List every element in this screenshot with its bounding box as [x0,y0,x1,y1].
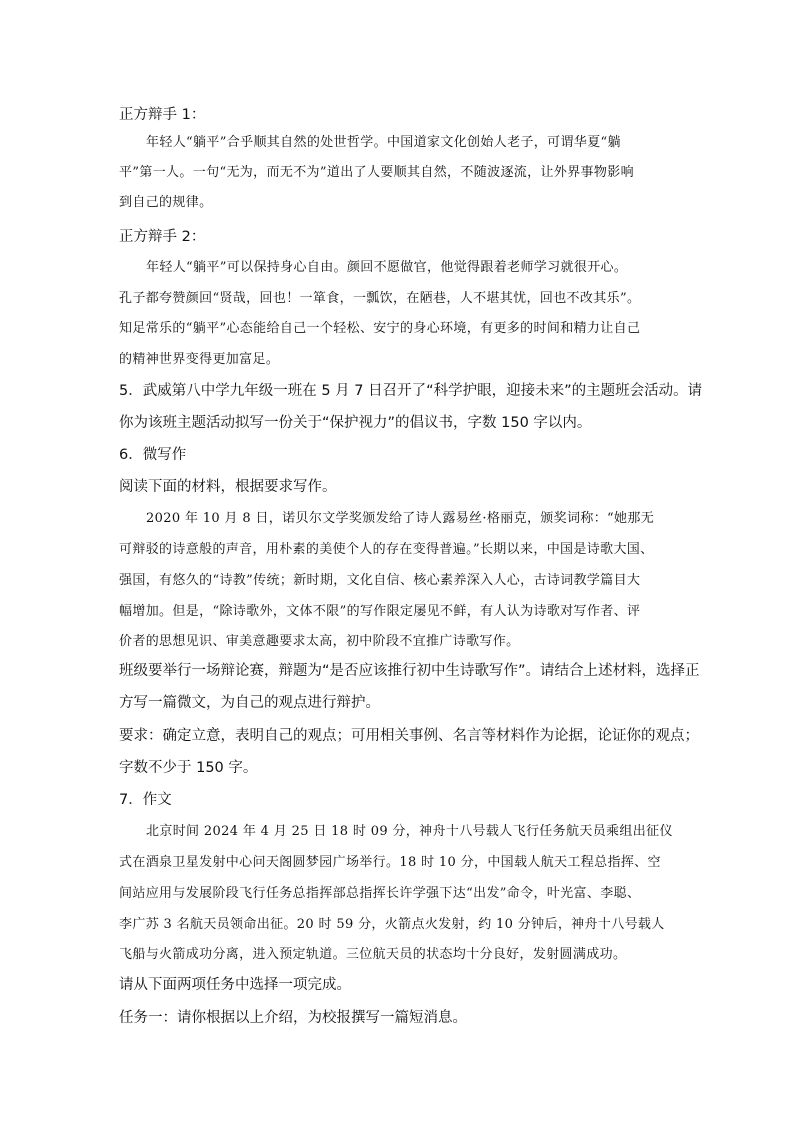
debater-1-heading: 正方辩手 1： [119,107,206,123]
debater-2-text-line-2: 孔子都夸赞颜回“贤哉，回也！一箪食，一瓢饮，在陋巷，人不堪其忧，回也不改其乐”。 [119,291,641,306]
requirements-line-1: 要求：确定立意，表明自己的观点；可用相关事例、名言等材料作为论据，论证你的观点； [119,728,699,744]
news-text-line-5: 飞船与火箭成功分离，进入预定轨道。三位航天员的状态均十分良好，发射圆满成功。 [119,947,627,962]
task-choice-instruction: 请从下面两项任务中选择一项完成。 [119,977,351,993]
news-text-line-4: 李广苏 3 名航天员领命出征。20 时 59 分，火箭点火发射，约 10 分钟后，神舟十八号载人 [119,917,665,932]
debater-2-text-line-1: 年轻人“躺平”可以保持身心自由。颜回不愿做官，他觉得跟着老师学习就很开心。 [146,260,628,275]
debate-task-line-1: 班级要举行一场辩论赛，辩题为“是否应该推行初中生诗歌写作”。请结合上述材料，选择正 [119,663,700,679]
task-one: 任务一：请你根据以上介绍，为校报撰写一篇短消息。 [119,1010,467,1026]
material-text-line-5: 价者的思想见识、审美意趣要求太高，初中阶段不宜推广诗歌写作。 [119,634,520,649]
question-6-heading: 6．微写作 [119,447,187,463]
material-text-line-1: 2020 年 10 月 8 日，诺贝尔文学奖颁发给了诗人露易丝·格丽克，颁奖词称：“她那无 [146,511,655,526]
question-5-line-2: 你为该班主题活动拟写一份关于“保护视力”的倡议书，字数 150 字以内。 [119,415,592,431]
debater-1-text-line-3: 到自己的规律。 [119,195,213,210]
debater-2-heading: 正方辩手 2： [119,229,206,245]
question-7-heading: 7．作文 [119,792,172,808]
news-text-line-1: 北京时间 2024 年 4 月 25 日 18 时 09 分，神舟十八号载人飞行任务航天员乘组出征仪 [146,824,673,839]
question-5-line-1: 5．武威第八中学九年级一班在 5 月 7 日召开了“科学护眼，迎接未来”的主题班会活动。请 [119,383,703,399]
debate-task-line-2: 方写一篇微文，为自己的观点进行辩护。 [119,695,380,711]
debater-2-text-line-4: 的精神世界变得更加富足。 [119,352,280,367]
material-text-line-4: 幅增加。但是，“除诗歌外，文体不限”的写作限定屡见不鲜，有人认为诗歌对写作者、评 [119,604,641,619]
debater-1-text-line-1: 年轻人“躺平”合乎顺其自然的处世哲学。中国道家文化创始人老子，可谓华夏“躺 [146,135,621,150]
material-text-line-2: 可辩驳的诗意般的声音，用朴素的美使个人的存在变得普遍。”长期以来，中国是诗歌大国、 [119,542,654,557]
debater-2-text-line-3: 知足常乐的“躺平”心态能给自己一个轻松、安宁的身心环境，有更多的时间和精力让自己 [119,321,641,336]
news-text-line-2: 式在酒泉卫星发射中心问天阁圆梦园广场举行。18 时 10 分，中国载人航天工程总指挥、空 [119,855,661,870]
question-6-instruction: 阅读下面的材料，根据要求写作。 [119,479,337,495]
debater-1-text-line-2: 平”第一人。一句“无为，而无不为”道出了人要顺其自然，不随波逐流，让外界事物影响 [119,165,634,180]
news-text-line-3: 间站应用与发展阶段飞行任务总指挥部总指挥长许学强下达“出发”命令，叶光富、李聪、 [119,886,641,901]
requirements-line-2: 字数不少于 150 字。 [119,760,258,776]
material-text-line-3: 强国，有悠久的“诗教”传统；新时期，文化自信、核心素养深入人心，古诗词教学篇目大 [119,573,641,588]
